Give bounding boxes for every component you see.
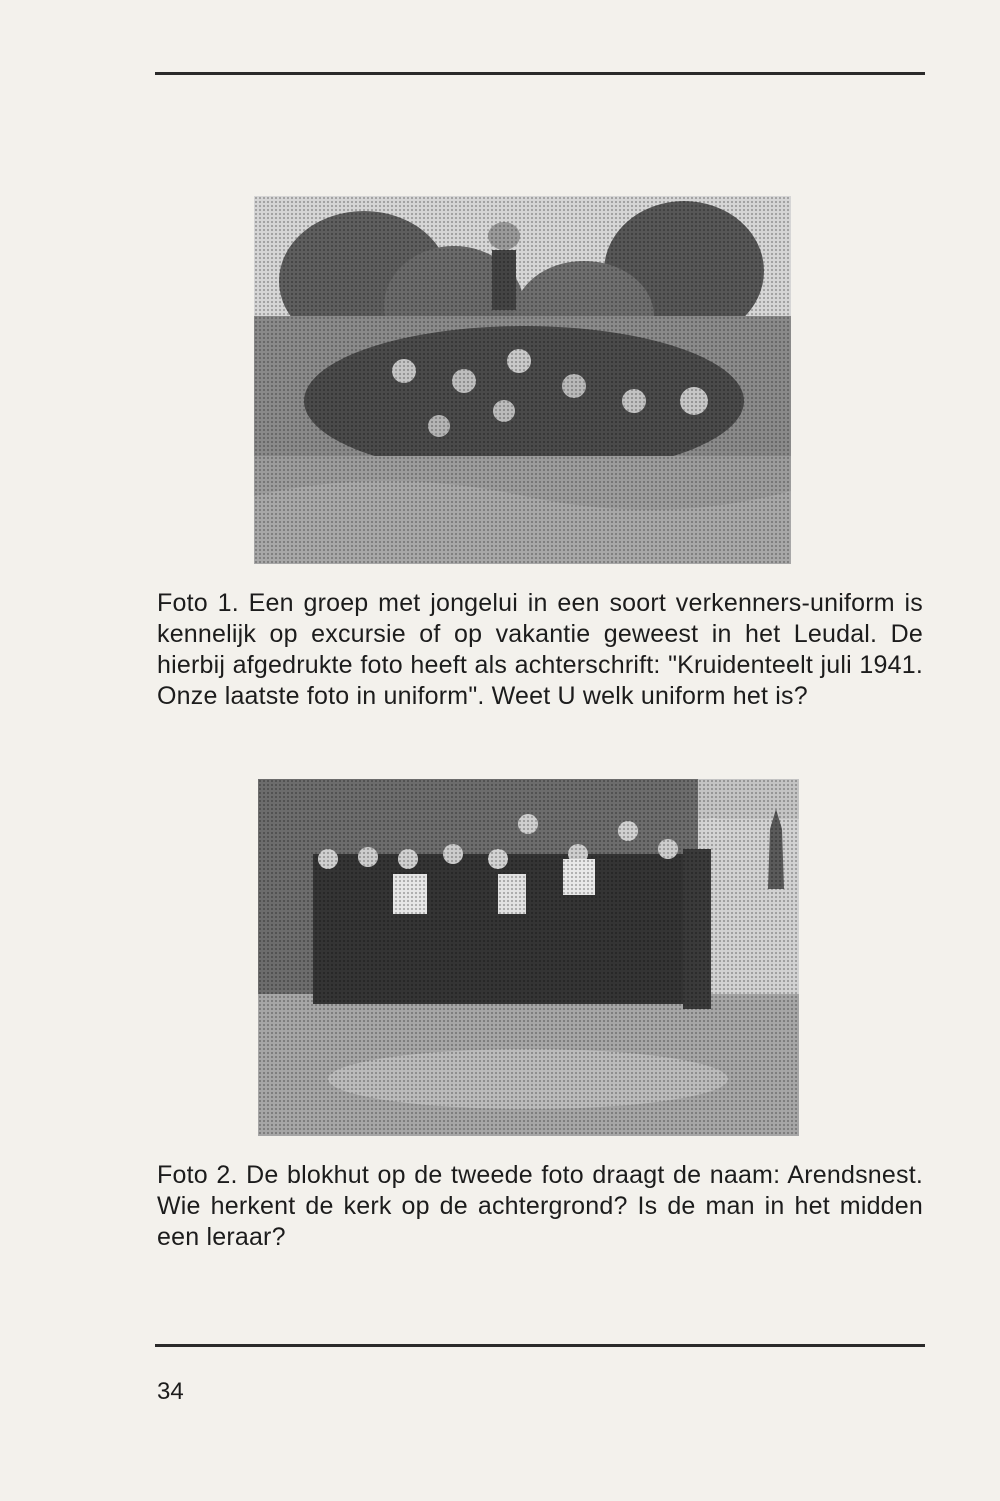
group-photo-arendsnest <box>258 779 799 1136</box>
group-photo-leudal-drawing <box>254 196 791 564</box>
caption-photo-1: Foto 1. Een groep met jongelui in een soort verkenners-uniform is kennelijk op excursie of op vakantie geweest in het Leudal. De hierbij afgedrukte foto heeft als achterschrift: "Kruidenteelt juli 1941. Onze laatste foto in uniform". Weet U welk uniform het is? <box>157 589 923 710</box>
bottom-rule <box>155 1344 925 1347</box>
group-photo-arendsnest-drawing <box>258 779 799 1136</box>
caption-photo-2: Foto 2. De blokhut op de tweede foto draagt de naam: Arendsnest. Wie herkent de kerk op de achtergrond? Is de man in het midden een leraar? <box>157 1161 923 1251</box>
top-rule <box>155 72 925 75</box>
page-number: 34 <box>157 1378 184 1405</box>
group-photo-leudal <box>254 196 791 564</box>
